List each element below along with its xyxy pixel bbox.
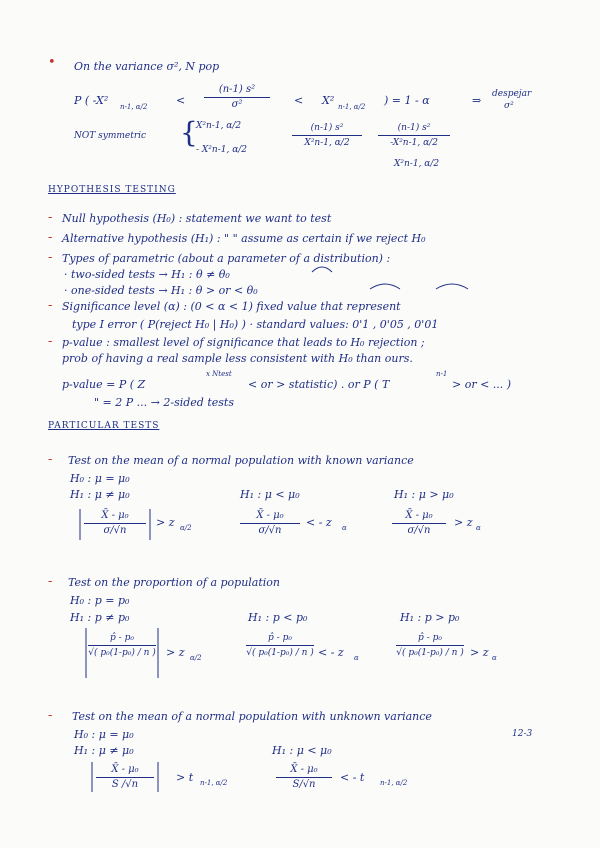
curve-sketch — [312, 267, 332, 272]
hypothesis-item: Alternative hypothesis (H₁) : " " assume as certain if we reject H₀ — [62, 232, 426, 245]
ns-frac1-num: (n-1) s² — [292, 122, 362, 136]
test2-h1c: H₁ : p > p₀ — [400, 611, 460, 624]
test2-stat2 — [246, 632, 314, 659]
test2-f1-rel: > z — [166, 646, 185, 659]
test1-f3-den: σ/√n — [407, 525, 431, 536]
pvalue-sup: x Ntest — [206, 370, 232, 378]
not-symmetric-item1: X²n-1, α/2 — [196, 121, 242, 131]
despejar-label: despejar — [492, 89, 532, 99]
hypothesis-item: Significance level (α) : (0 < α < 1) fixed value that represent — [62, 300, 401, 313]
dash-icon: - — [48, 298, 53, 313]
test3-f1-den: S /√n — [111, 779, 139, 790]
test1-f1-sub: α/2 — [180, 524, 192, 532]
dash-icon: - — [48, 708, 53, 723]
variance-fraction — [204, 84, 270, 111]
test2-f1-num: p̂ - p₀ — [88, 632, 156, 646]
test1-f2-num: X̄ - μ₀ — [240, 510, 300, 524]
dash-icon: - — [48, 230, 53, 245]
brace-icon: { — [180, 116, 198, 149]
test3-f2-den: S/√n — [292, 779, 316, 790]
dash-icon: - — [48, 452, 53, 467]
variance-formula-lt2: < — [294, 94, 304, 107]
ns-fraction-2 — [378, 122, 450, 149]
test1-h0: H₀ : μ = μ₀ — [70, 472, 130, 485]
hypothesis-item: Null hypothesis (H₀) : statement we want to test — [62, 212, 332, 225]
dash-icon: - — [48, 574, 53, 589]
test2-f2-den: √( p₀(1-p₀) / n ) — [246, 648, 314, 658]
dash-icon: - — [48, 250, 53, 265]
test2-f3-den: √( p₀(1-p₀) / n ) — [396, 648, 464, 658]
implies-icon: ⇒ — [472, 94, 482, 107]
test1-f3-rel: > z — [454, 516, 473, 529]
variance-formula-right: ) = 1 - α — [384, 94, 430, 107]
test3-h1a: H₁ : μ ≠ μ₀ — [74, 744, 134, 757]
variance-frac-num: (n-1) s² — [204, 84, 270, 98]
variance-frac-den: σ² — [231, 99, 243, 110]
test1-f2-rel: < - z — [306, 516, 332, 529]
test3-h1b: H₁ : μ < μ₀ — [272, 744, 332, 757]
curve-sketch — [370, 284, 400, 289]
variance-formula-sub1: n-1, α/2 — [120, 103, 148, 111]
test2-f2-rel: < - z — [318, 646, 344, 659]
test1-stat1 — [84, 510, 146, 537]
pvalue-formula: p-value = P ( Z — [62, 378, 146, 391]
test3-title: Test on the mean of a normal population with unknown variance — [72, 710, 432, 723]
test2-f2-num: p̂ - p₀ — [246, 632, 314, 646]
dash-icon: - — [48, 334, 53, 349]
test3-f1-sub: n-1, α/2 — [200, 779, 228, 787]
test1-f2-sub: α — [342, 524, 347, 532]
variance-formula-sub2: n-1, α/2 — [338, 103, 366, 111]
test1-f2-den: σ/√n — [258, 525, 282, 536]
hypothesis-item: p-value : smallest level of significance that leads to H₀ rejection ; — [62, 336, 425, 349]
ns-extra: X²n-1, α/2 — [394, 159, 440, 169]
test3-f2-sub: n-1, α/2 — [380, 779, 408, 787]
test2-f1-den: √( p₀(1-p₀) / n ) — [88, 648, 156, 658]
test2-title: Test on the proportion of a population — [68, 576, 281, 589]
test1-f3-sub: α — [476, 524, 481, 532]
test2-stat3 — [396, 632, 464, 659]
test3-f2-num: X̄ - μ₀ — [276, 764, 332, 778]
test1-stat3 — [392, 510, 446, 537]
pvalue-end: > or < ... ) — [452, 378, 512, 391]
particular-heading: PARTICULAR TESTS — [48, 421, 160, 431]
test1-h1a: H₁ : μ ≠ μ₀ — [70, 488, 130, 501]
test1-f1-rel: > z — [156, 516, 175, 529]
test2-f1-sub: α/2 — [190, 654, 202, 662]
dash-icon: - — [48, 210, 53, 225]
test3-f1-num: X̄ - μ₀ — [96, 764, 154, 778]
hypothesis-heading: HYPOTHESIS TESTING — [48, 185, 176, 195]
test3-f2-rel: < - t — [340, 771, 365, 784]
test1-h1c: H₁ : μ > μ₀ — [394, 488, 454, 501]
hypothesis-item: Types of parametric (about a parameter of a distribution) : — [62, 252, 391, 265]
curve-sketch — [436, 284, 468, 289]
test1-h1b: H₁ : μ < μ₀ — [240, 488, 300, 501]
test2-f3-rel: > z — [470, 646, 489, 659]
test2-stat1 — [88, 632, 156, 659]
variance-formula-chi: X² — [322, 94, 335, 107]
test1-stat2 — [240, 510, 300, 537]
hypothesis-item: type I error ( P(reject H₀ | H₀) ) · standard values: 0'1 , 0'05 , 0'01 — [72, 318, 439, 331]
page-number: 12-3 — [512, 729, 533, 739]
ns-frac1-den: X²n-1, α/2 — [304, 138, 350, 148]
test2-h1a: H₁ : p ≠ p₀ — [70, 611, 130, 624]
test2-f3-sub: α — [492, 654, 497, 662]
pvalue-two-sided: " = 2 P ... → 2-sided tests — [94, 396, 234, 409]
variance-formula-lt: < — [176, 94, 186, 107]
not-symmetric-label: NOT symmetric — [74, 131, 147, 141]
test1-f1-num: X̄ - μ₀ — [84, 510, 146, 524]
variance-formula-left: P ( -X² — [74, 94, 109, 107]
not-symmetric-item2: - X²n-1, α/2 — [196, 145, 248, 155]
pvalue-sup2: n-1 — [436, 370, 448, 378]
pvalue-rest: < or > statistic) . or P ( T — [248, 378, 390, 391]
test2-h0: H₀ : p = p₀ — [70, 594, 130, 607]
test3-h0: H₀ : μ = μ₀ — [74, 728, 134, 741]
hypothesis-item: prob of having a real sample less consistent with H₀ than ours. — [62, 352, 413, 365]
test1-f1-den: σ/√n — [103, 525, 127, 536]
test1-f3-num: X̄ - μ₀ — [392, 510, 446, 524]
ns-fraction-1 — [292, 122, 362, 149]
test2-f2-sub: α — [354, 654, 359, 662]
despejar-sub: σ² — [504, 101, 514, 111]
ns-frac2-den: -X²n-1, α/2 — [390, 138, 438, 148]
hypothesis-item: · two-sided tests → H₁ : θ ≠ θ₀ — [64, 268, 230, 281]
bullet-icon: • — [48, 55, 56, 70]
hypothesis-item: · one-sided tests → H₁ : θ > or < θ₀ — [64, 284, 258, 297]
test2-f3-num: p̂ - p₀ — [396, 632, 464, 646]
test3-f1-rel: > t — [176, 771, 194, 784]
test1-title: Test on the mean of a normal population with known variance — [68, 454, 414, 467]
test2-h1b: H₁ : p < p₀ — [248, 611, 308, 624]
test3-stat2 — [276, 764, 332, 791]
test3-stat1 — [96, 764, 154, 791]
variance-title: On the variance σ², N pop — [74, 60, 220, 73]
ns-frac2-num: (n-1) s² — [378, 122, 450, 136]
